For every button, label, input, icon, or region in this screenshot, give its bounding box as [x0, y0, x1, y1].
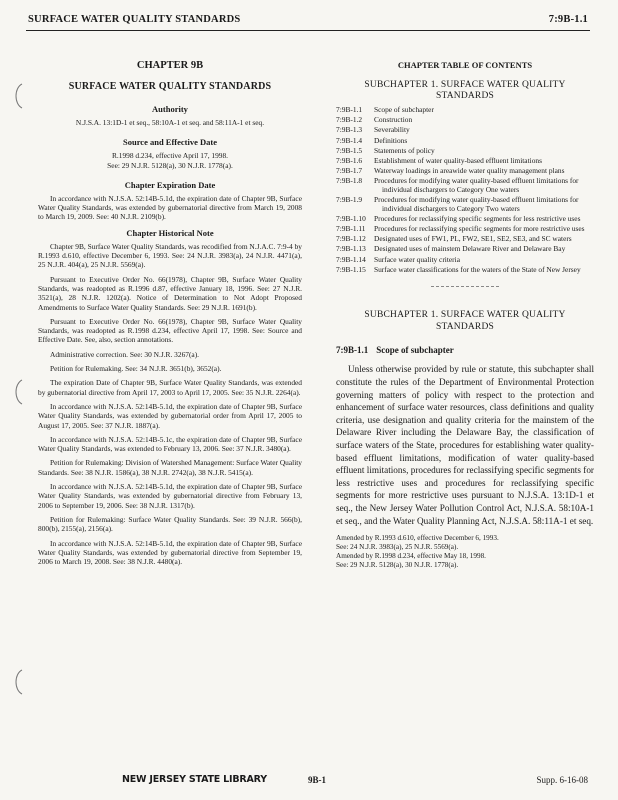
- toc-entry-title: Surface water classifications for the waters of the State of New Jersey: [374, 264, 581, 274]
- header-title: SURFACE WATER QUALITY STANDARDS: [28, 14, 241, 25]
- toc-entry-number: 7:9B-1.3: [336, 125, 363, 135]
- toc-entry-title: Scope of subchapter: [374, 105, 434, 114]
- toc-entry-number: 7:9B-1.5: [336, 145, 363, 155]
- expiration-heading: Chapter Expiration Date: [124, 179, 216, 190]
- history-note: The expiration Date of Chapter 9B, Surface Water Quality Standards, was extended by gubernatorial directive from April 17, 2003 to April 17, 2005. See: 35 N.J.R. 2264(a).: [38, 378, 302, 397]
- toc-entry[interactable]: [336, 147, 594, 156]
- toc-entry[interactable]: [336, 137, 594, 146]
- history-note: Petition for Rulemaking: Surface Water Quality Standards. See: 39 N.J.R. 566(b), 800(b), 2155(a), 2156(a).: [38, 514, 302, 534]
- toc-entry-title: Surface water quality criteria: [374, 254, 460, 264]
- toc-title: CHAPTER TABLE OF CONTENTS: [397, 60, 533, 70]
- authority-text: N.J.S.A. 13:1D-1 et seq., 58:10A-1 et seq. and 58:11A-1 et seq.: [75, 118, 265, 127]
- binder-hole-icon: [12, 378, 32, 406]
- toc-entry-title: Construction: [374, 115, 413, 125]
- section-body: Unless otherwise provided by rule or statute, this subchapter shall constitute the rules of the Department of Environmental Protection governing matters of policy with respect to the protection and enhancement of surface water resources, class definitions and quality criteria, use designation and quality criteria for the mainstem of the Delaware River including the Delaware Bay, the classification of surface waters of the State, procedures for establishing water quality-based effluent limitations, modification of water quality-based effluent limitations, procedures for reclassifying specific segments for less restrictive uses and procedures for reclassifying specific segments for more restrictive uses pursuant to N.J.S.A. 13:1D-1 et seq., the New Jersey Water Pollution Control Act, N.J.S.A. 58:10A-1 et seq., and the Water Quality Planning Act, N.J.S.A. 58:11A-1 et seq.: [336, 364, 594, 526]
- toc-entry[interactable]: [336, 196, 594, 213]
- page-footer: [0, 774, 618, 788]
- history-note: In accordance with N.J.S.A. 52:14B-5.1d, the expiration date of Chapter 9B, Surface Water Quality Standards, was extended by gubernatorial directive from September 19, 2006 to March 19, 2008. See: 38 N.J.R. 4480(a).: [38, 538, 302, 567]
- toc-entry-title: Severability: [374, 125, 410, 135]
- toc-entry[interactable]: [336, 157, 594, 166]
- source-line: R.1998 d.234, effective April 17, 1998.: [111, 151, 229, 161]
- source-heading: Source and Effective Date: [122, 137, 218, 148]
- toc-entry[interactable]: [336, 256, 594, 265]
- toc-entry[interactable]: [336, 266, 594, 275]
- section-divider: [431, 286, 499, 287]
- toc-entry-title: Procedures for reclassifying specific segments for more restrictive uses: [374, 224, 585, 234]
- toc-entry[interactable]: [336, 215, 594, 224]
- section-heading: [336, 345, 594, 355]
- toc-entry[interactable]: [336, 126, 594, 135]
- toc-entry-number: 7:9B-1.13: [336, 244, 366, 254]
- binder-hole-icon: [12, 668, 32, 696]
- toc-entry-title: Statements of policy: [374, 145, 435, 155]
- toc-entry-number: 7:9B-1.14: [336, 254, 366, 264]
- left-column: [38, 60, 302, 571]
- toc-entry-number: 7:9B-1.4: [336, 135, 363, 145]
- amendment-line: Amended by R.1998 d.234, effective May 18, 1998.: [336, 551, 486, 560]
- authority-heading: Authority: [152, 104, 188, 114]
- toc-entry-title: Waterway loadings in areawide water quality management plans: [374, 166, 565, 176]
- history-note: Petition for Rulemaking: Division of Watershed Management: Surface Water Quality Standards. See: 38 N.J.R. 1586(a), 38 N.J.R. 2742(a), 38 N.J.R. 5415(a).: [38, 458, 302, 477]
- toc-entry-title: Designated uses of mainstem Delaware River and Delaware Bay: [374, 244, 566, 254]
- toc-entry[interactable]: [336, 116, 594, 125]
- history-note: Pursuant to Executive Order No. 66(1978), Chapter 9B, Surface Water Quality Standards, was readopted as R.1996 d.87, effective January 18, 1996. See: 27 N.J.R. 3521(a), 28 N.J.R. 1202(a). Notice of Determination to Not Adopt Proposed Amendments to Surface Water Quality Standards. See: 29 N.J.R. 1691(b).: [38, 274, 302, 312]
- chapter-title: SURFACE WATER QUALITY STANDARDS: [68, 81, 272, 92]
- amendment-line: Amended by R.1993 d.610, effective December 6, 1993.: [336, 534, 499, 543]
- binder-hole-icon: [12, 82, 32, 110]
- amendment-notes: [336, 534, 594, 569]
- history-note: In accordance with N.J.S.A. 52:14B-5.1d, the expiration date of Chapter 9B, Surface Water Quality Standards, was extended by gubernatorial order from April 17, 2005 to August 17, 2005. See: 37 N.J.R. 1887(a).: [38, 401, 302, 430]
- toc-entry[interactable]: [336, 225, 594, 234]
- toc-entry[interactable]: [336, 245, 594, 254]
- toc-list: [336, 106, 594, 274]
- toc-entry[interactable]: [336, 106, 594, 115]
- toc-entry-number: 7:9B-1.7: [336, 166, 363, 176]
- history-heading: Chapter Historical Note: [126, 227, 214, 238]
- history-note: Chapter 9B, Surface Water Quality Standards, was recodified from N.J.A.C. 7:9-4 by R.1993 d.610, effective December 6, 1993. See: 24 N.J.R. 3983(a), 24 N.J.R. 4471(a), 25 N.J.R. 404(a), 25 N.J.R. 5569(a).: [38, 241, 302, 270]
- history-note: In accordance with N.J.S.A. 52:14B-5.1c, the expiration date of Chapter 9B, Surface Water Quality Standards, was extended to February 13, 2006. See: 37 N.J.R. 3480(a).: [38, 434, 302, 454]
- right-column: [336, 60, 594, 569]
- supplement-date: Supp. 6-16-08: [536, 775, 588, 785]
- running-header: [26, 12, 590, 31]
- expiration-text: In accordance with N.J.S.A. 52:14B-5.1d, the expiration date of Chapter 9B, Surface Water Quality Standards, was extended by gubernatorial directive from March 19, 2008 to March 19, 2009. See: 40 N.J.R. 2109(b).: [38, 193, 302, 222]
- toc-entry-title: Establishment of water quality-based effluent limitations: [374, 155, 542, 165]
- toc-entry-title: Procedures for reclassifying specific segments for less restrictive uses: [374, 213, 581, 223]
- toc-entry-title: Procedures for modifying water quality-based effluent limitations for individual dischargers to Category One waters: [374, 176, 579, 194]
- toc-entry[interactable]: [336, 177, 594, 194]
- section-title: Scope of subchapter: [376, 345, 454, 356]
- source-line: See: 29 N.J.R. 5128(a), 30 N.J.R. 1778(a).: [107, 160, 233, 170]
- toc-entry-number: 7:9B-1.15: [336, 264, 366, 274]
- toc-entry-number: 7:9B-1.6: [336, 155, 363, 165]
- toc-entry-title: Designated uses of FW1, PL, FW2, SE1, SE2, SE3, and SC waters: [374, 234, 572, 244]
- toc-entry-number: 7:9B-1.12: [336, 234, 366, 244]
- chapter-number: CHAPTER 9B: [136, 60, 204, 71]
- header-section-number: 7:9B-1.1: [548, 14, 588, 25]
- page-number: 9B-1: [308, 775, 326, 785]
- toc-entry-number: 7:9B-1.2: [336, 115, 363, 125]
- toc-entry-title: Procedures for modifying water quality-based effluent limitations for individual dischargers to Category Two waters: [374, 195, 579, 213]
- history-note: Administrative correction. See: 30 N.J.R. 3267(a).: [50, 349, 200, 359]
- library-stamp: NEW JERSEY STATE LIBRARY: [122, 774, 267, 785]
- history-note: Pursuant to Executive Order No. 66(1978), Chapter 9B, Surface Water Quality Standards, was readopted as R.1998 d.234, effective April 17, 1998. See: Source and Effective Date. See, also, section annotations.: [38, 316, 302, 345]
- toc-entry[interactable]: [336, 167, 594, 176]
- amendment-line: See: 29 N.J.R. 5128(a), 30 N.J.R. 1778(a).: [336, 560, 459, 569]
- history-note: In accordance with N.J.S.A. 52:14B-5.1d, the expiration date of Chapter 9B, Surface Water Quality Standards, was extended by gubernatorial directive from February 13, 2006 to September 19, 2006. See: 38 N.J.R. 1317(b).: [38, 482, 302, 510]
- toc-entry-number: 7:9B-1.1: [336, 105, 363, 114]
- subchapter-heading: SUBCHAPTER 1. SURFACE WATER QUALITY STANDARDS: [364, 310, 566, 333]
- section-number: 7:9B-1.1: [336, 345, 369, 356]
- amendment-line: See: 24 N.J.R. 3983(a), 25 N.J.R. 5569(a).: [336, 542, 459, 551]
- toc-entry-number: 7:9B-1.10: [336, 213, 366, 223]
- toc-entry[interactable]: [336, 235, 594, 244]
- toc-entry-number: 7:9B-1.11: [336, 224, 366, 234]
- history-note: Petition for Rulemaking. See: 34 N.J.R. 3651(b), 3652(a).: [50, 364, 222, 374]
- toc-entry-number: 7:9B-1.8: [336, 176, 363, 186]
- toc-subchapter: SUBCHAPTER 1. SURFACE WATER QUALITY STANDARDS: [364, 80, 566, 101]
- toc-entry-title: Definitions: [374, 135, 408, 145]
- toc-entry-number: 7:9B-1.9: [336, 195, 363, 205]
